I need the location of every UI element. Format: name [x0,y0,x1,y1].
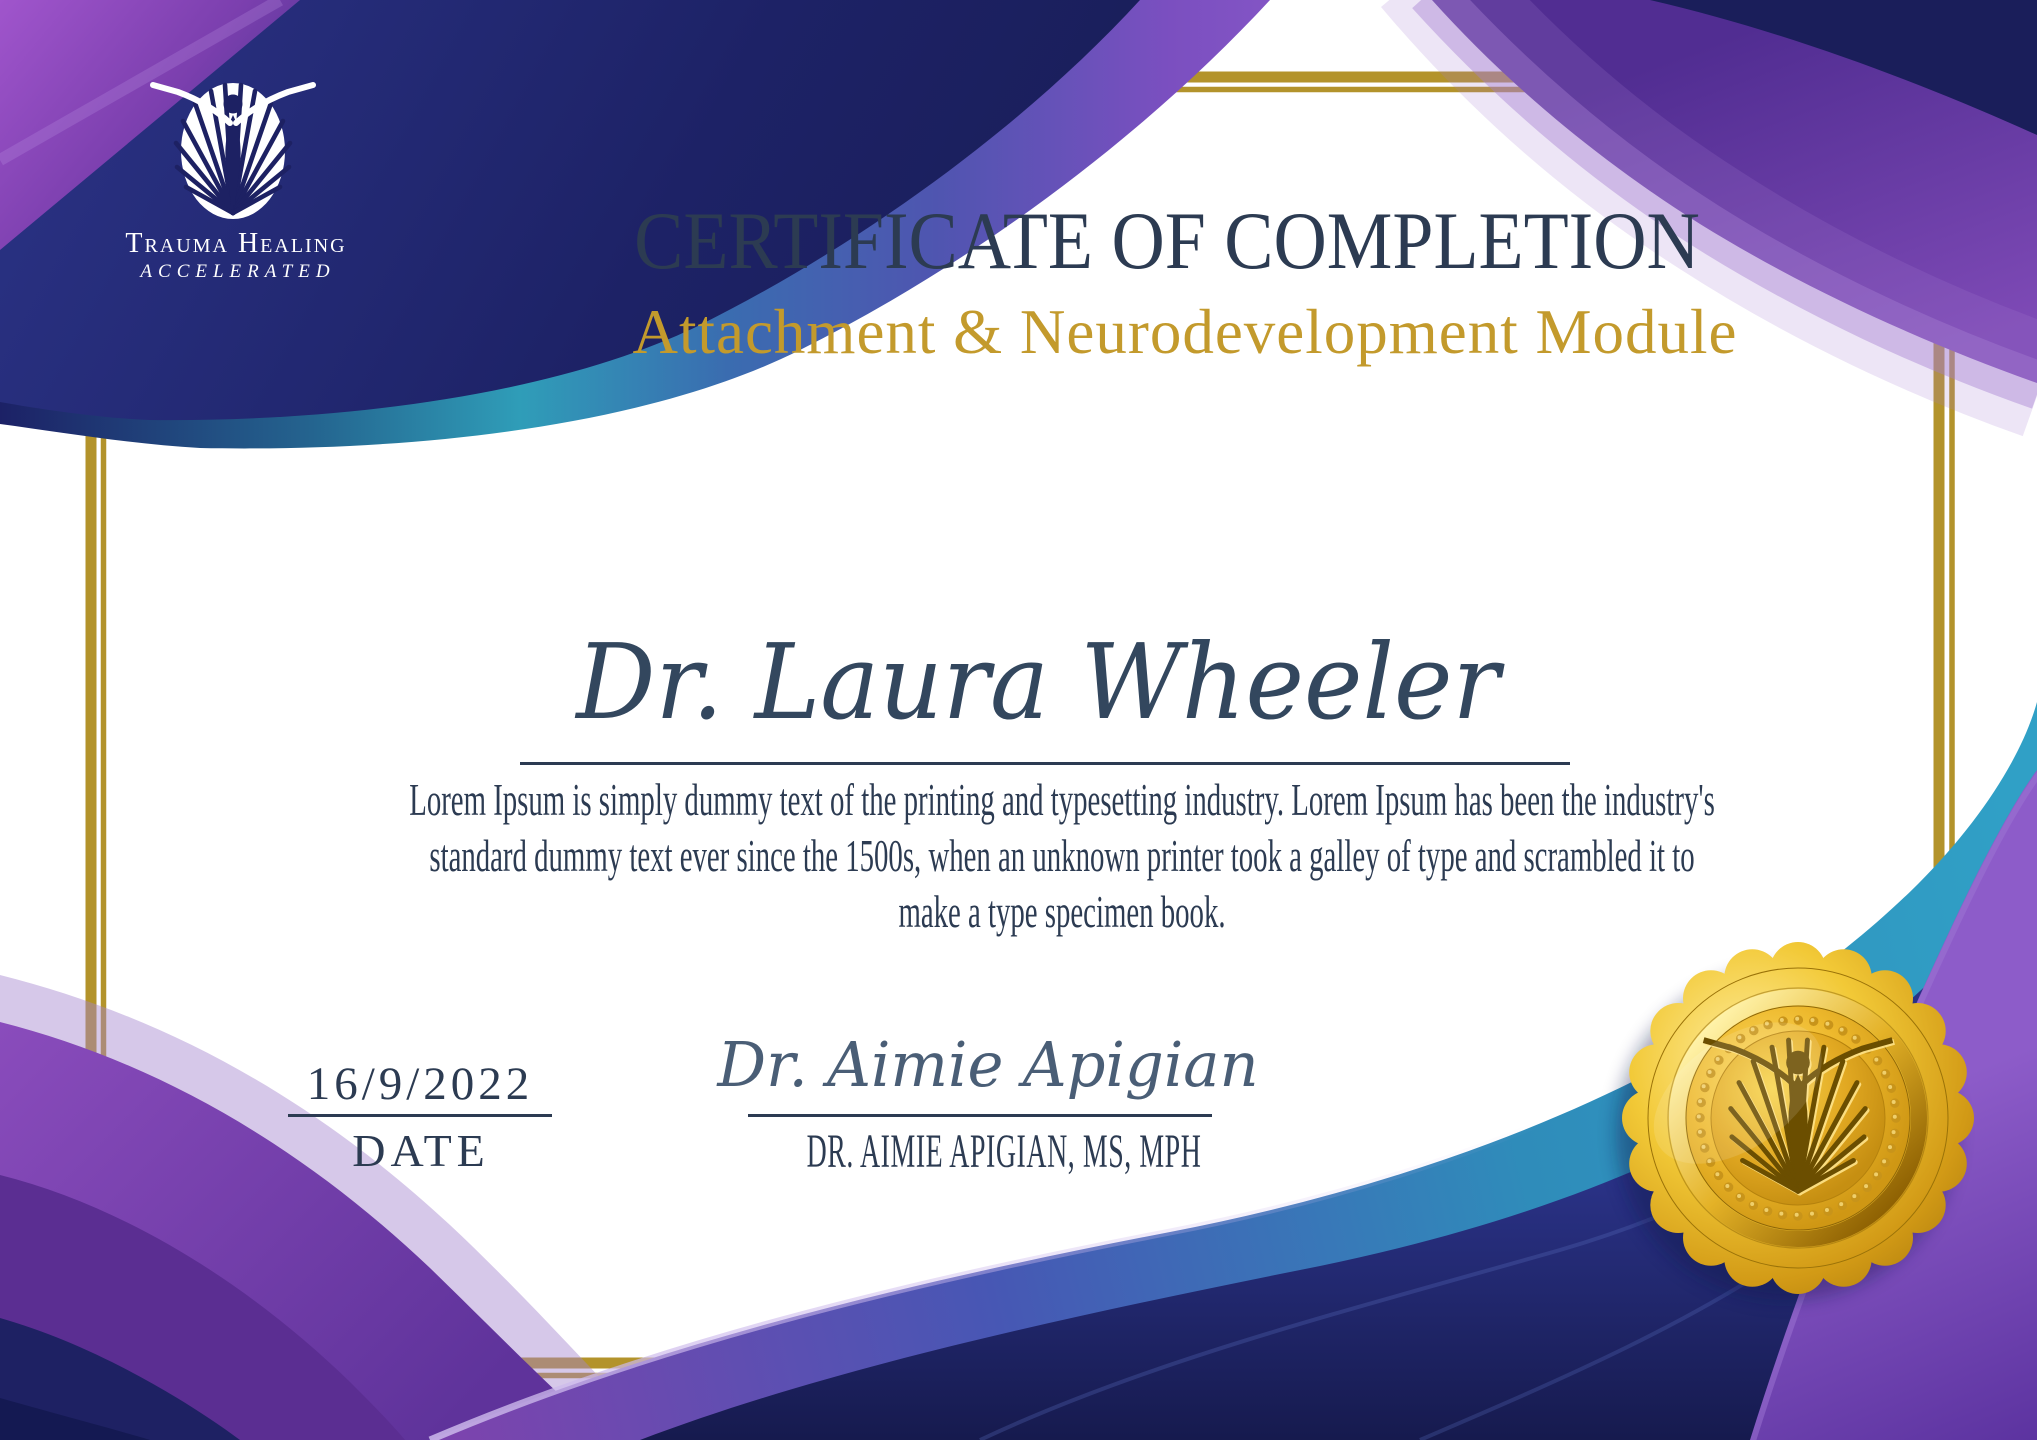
body-line-2: standard dummy text ever since the 1500s, when an unknown printer took a galley of type and scrambled it to [429,831,1695,881]
corner-wave-bottom-left [0,975,660,1440]
date-label: DATE [352,1125,490,1176]
body-line-1: Lorem Ipsum is simply dummy text of the printing and typesetting industry. Lorem Ipsum has been the industry's [409,775,1715,825]
date-value: 16/9/2022 [306,1058,534,1110]
body-line-3: make a type specimen book. [898,887,1226,937]
recipient-name: Dr. Laura Wheeler [576,621,1500,743]
signature-printed-name: DR. AIMIE APIGIAN, MS, MPH [806,1125,1202,1178]
signature-script: Dr. Aimie Apigian [717,1028,1259,1101]
recipient-name-underline [520,762,1570,765]
brand-tagline: ACCELERATED [140,261,336,282]
signature-line [748,1114,1212,1117]
brand-name: Trauma Healing [125,228,347,259]
certificate-title: CERTIFICATE OF COMPLETION [634,195,1700,286]
certificate-subtitle: Attachment & Neurodevelopment Module [632,297,1738,367]
date-line [288,1114,552,1117]
